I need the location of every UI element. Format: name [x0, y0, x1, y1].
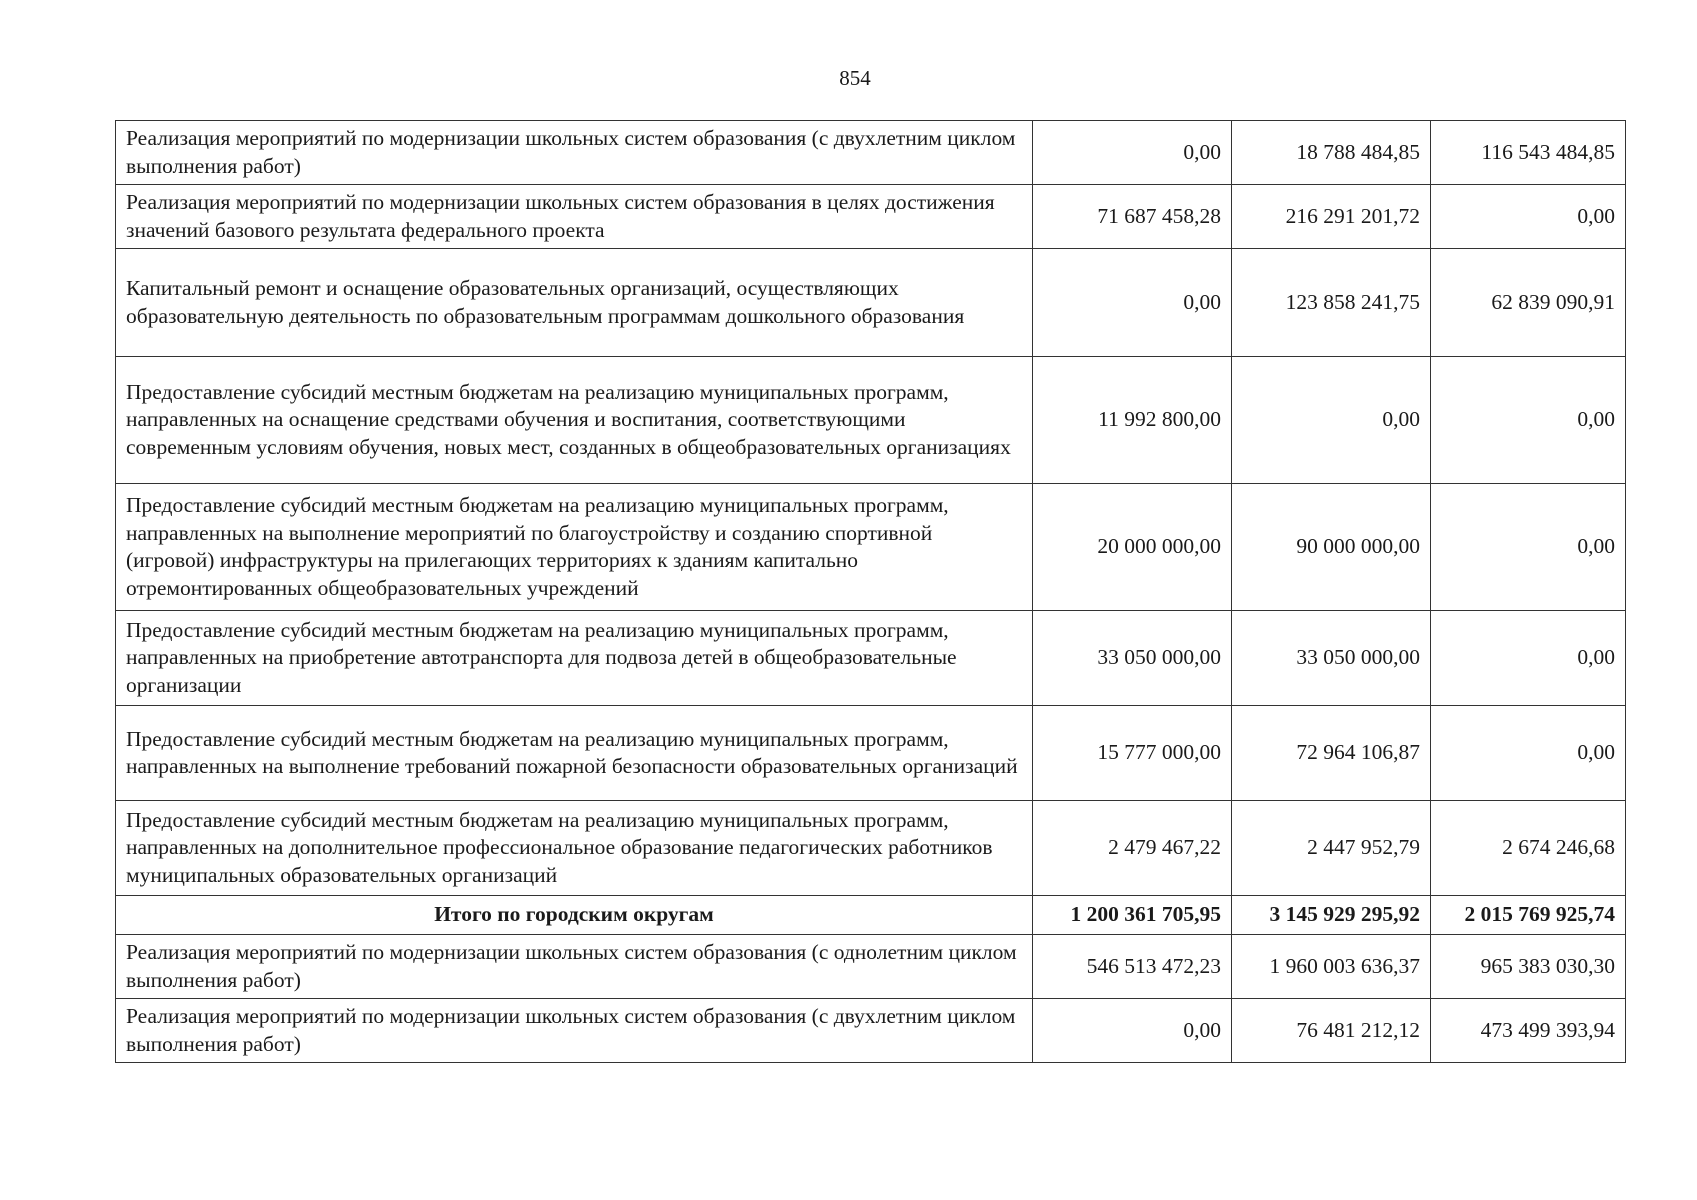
row-value-2: 72 964 106,87 [1232, 706, 1431, 801]
table-row [116, 185, 1626, 249]
row-description: Предоставление субсидий местным бюджетам на реализацию муниципальных программ, направленных на дополнительное профессиональное образование педагогических работников муниципальных образовательных организаций [116, 801, 1033, 896]
row-value-3: 116 543 484,85 [1431, 121, 1626, 185]
row-value-1: 0,00 [1033, 249, 1232, 357]
table-row [116, 801, 1626, 896]
row-description: Предоставление субсидий местным бюджетам на реализацию муниципальных программ, направленных на выполнение мероприятий по благоустройству и созданию спортивной (игровой) инфраструктуры на прилегающих территориях к зданиям капитально отремонтированных общеобразовательных учреждений [116, 484, 1033, 611]
row-value-2: 33 050 000,00 [1232, 611, 1431, 706]
total-row [116, 896, 1626, 935]
table-row [116, 611, 1626, 706]
table-row [116, 935, 1626, 999]
row-description: Предоставление субсидий местным бюджетам на реализацию муниципальных программ, направленных на выполнение требований пожарной безопасности образовательных организаций [116, 706, 1033, 801]
row-value-3: 0,00 [1431, 706, 1626, 801]
row-value-2: 216 291 201,72 [1232, 185, 1431, 249]
row-value-1: 0,00 [1033, 121, 1232, 185]
table-row [116, 121, 1626, 185]
budget-table [115, 120, 1626, 1063]
row-value-1: 0,00 [1033, 999, 1232, 1063]
row-value-3: 473 499 393,94 [1431, 999, 1626, 1063]
row-value-3: 2 674 246,68 [1431, 801, 1626, 896]
row-value-1: 546 513 472,23 [1033, 935, 1232, 999]
table-row [116, 999, 1626, 1063]
row-value-1: 71 687 458,28 [1033, 185, 1232, 249]
row-description: Реализация мероприятий по модернизации школьных систем образования (с двухлетним циклом выполнения работ) [116, 121, 1033, 185]
row-value-2: 1 960 003 636,37 [1232, 935, 1431, 999]
total-value-2: 3 145 929 295,92 [1232, 896, 1431, 935]
row-value-1: 20 000 000,00 [1033, 484, 1232, 611]
row-description: Предоставление субсидий местным бюджетам на реализацию муниципальных программ, направленных на оснащение средствами обучения и воспитания, соответствующими современным условиям обучения, новых мест, созданных в общеобразовательных организациях [116, 357, 1033, 484]
row-value-3: 0,00 [1431, 484, 1626, 611]
row-value-2: 123 858 241,75 [1232, 249, 1431, 357]
row-value-1: 2 479 467,22 [1033, 801, 1232, 896]
total-label: Итого по городским округам [116, 896, 1033, 935]
row-value-2: 0,00 [1232, 357, 1431, 484]
row-description: Реализация мероприятий по модернизации школьных систем образования (с однолетним циклом выполнения работ) [116, 935, 1033, 999]
row-description: Предоставление субсидий местным бюджетам на реализацию муниципальных программ, направленных на приобретение автотранспорта для подвоза детей в общеобразовательные организации [116, 611, 1033, 706]
row-value-1: 33 050 000,00 [1033, 611, 1232, 706]
table-row [116, 249, 1626, 357]
row-description: Реализация мероприятий по модернизации школьных систем образования (с двухлетним циклом выполнения работ) [116, 999, 1033, 1063]
table-row [116, 357, 1626, 484]
row-value-3: 62 839 090,91 [1431, 249, 1626, 357]
row-value-2: 90 000 000,00 [1232, 484, 1431, 611]
row-description: Реализация мероприятий по модернизации школьных систем образования в целях достижения значений базового результата федерального проекта [116, 185, 1033, 249]
row-value-1: 11 992 800,00 [1033, 357, 1232, 484]
total-value-1: 1 200 361 705,95 [1033, 896, 1232, 935]
table-row [116, 484, 1626, 611]
row-value-3: 0,00 [1431, 185, 1626, 249]
row-value-3: 0,00 [1431, 611, 1626, 706]
page-number: 854 [839, 66, 871, 90]
table-row [116, 706, 1626, 801]
row-value-3: 965 383 030,30 [1431, 935, 1626, 999]
row-value-2: 76 481 212,12 [1232, 999, 1431, 1063]
total-value-3: 2 015 769 925,74 [1431, 896, 1626, 935]
row-value-2: 2 447 952,79 [1232, 801, 1431, 896]
row-value-3: 0,00 [1431, 357, 1626, 484]
row-value-1: 15 777 000,00 [1033, 706, 1232, 801]
row-value-2: 18 788 484,85 [1232, 121, 1431, 185]
row-description: Капитальный ремонт и оснащение образовательных организаций, осуществляющих образовательную деятельность по образовательным программам дошкольного образования [116, 249, 1033, 357]
